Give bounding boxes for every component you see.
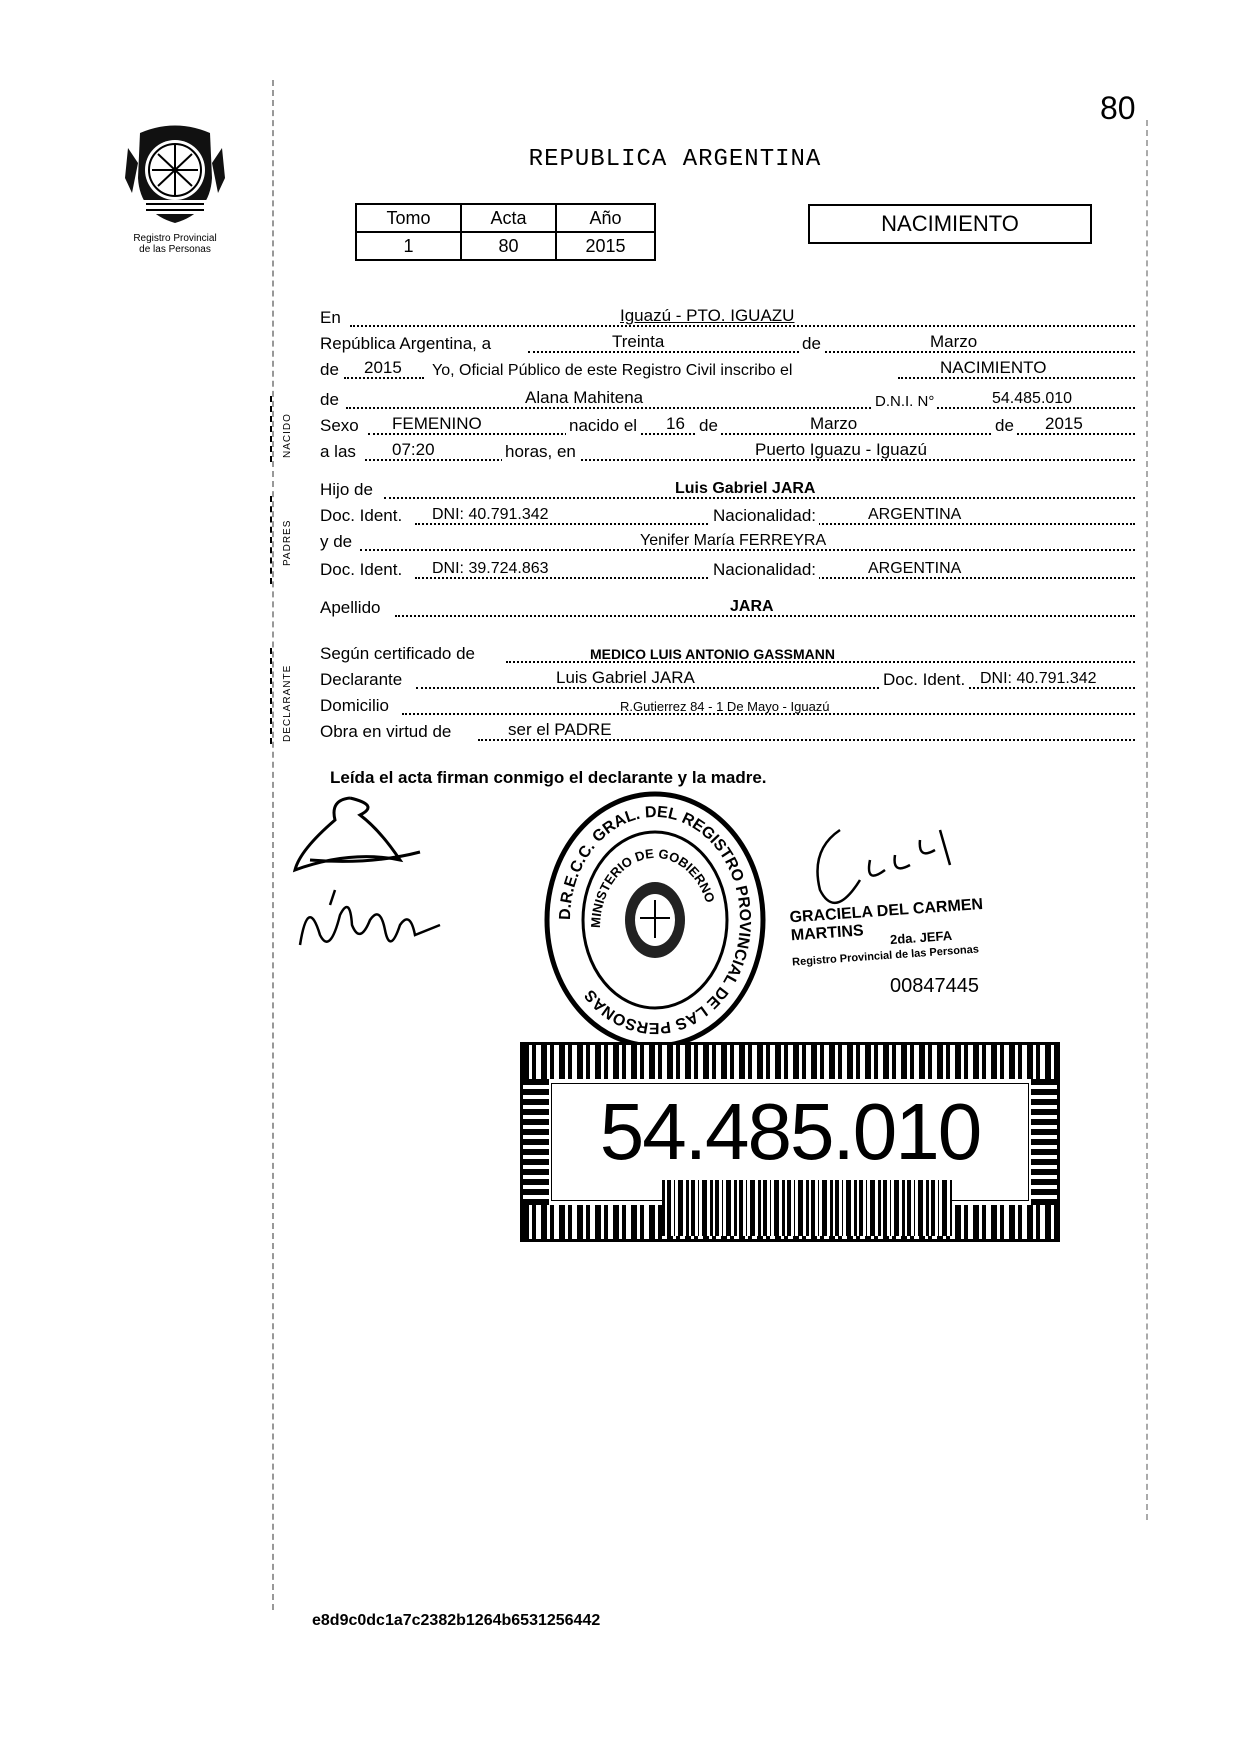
record-table-header: Tomo <box>356 204 461 232</box>
row-apellido <box>320 594 1135 620</box>
label-nacionalidad: Nacionalidad: <box>710 506 819 526</box>
value-mother-nationality: ARGENTINA <box>868 560 962 577</box>
value-sexo: FEMENINO <box>392 414 482 433</box>
value-child-dni: 54.485.010 <box>992 390 1073 407</box>
label-sexo: Sexo <box>320 416 359 435</box>
official-stamp <box>790 850 1060 1000</box>
document-title: REPUBLICA ARGENTINA <box>528 146 822 173</box>
dotted-line <box>365 459 1135 461</box>
record-table-value-row <box>356 232 655 260</box>
value-day-written: Treinta <box>612 332 665 351</box>
label-nacido-el: nacido el <box>566 416 640 436</box>
value-address: R.Gutierrez 84 - 1 De Mayo - Iguazú <box>620 699 830 714</box>
row-y-de <box>320 528 1135 554</box>
label-de-name: de <box>320 390 339 409</box>
record-table <box>355 203 656 261</box>
coat-of-arms-icon <box>120 118 230 228</box>
value-month: Marzo <box>930 332 978 351</box>
sticker-dni-number: 54.485.010 <box>599 1087 981 1176</box>
label-inscribo: Yo, Oficial Público de este Registro Civil inscribo el <box>432 362 793 379</box>
row-certificado <box>320 640 1135 666</box>
value-birth-place: Puerto Iguazu - Iguazú <box>755 440 928 459</box>
label-dni: D.N.I. N° <box>872 393 937 410</box>
label-doc-ident: Doc. Ident. <box>320 506 403 525</box>
value-year: 2015 <box>364 358 402 377</box>
official-role: 2da. JEFA <box>889 927 953 948</box>
value-relationship: ser el PADRE <box>508 720 612 739</box>
section-label-declarante: DECLARANTE <box>282 664 293 742</box>
value-surname: JARA <box>730 598 774 615</box>
label-de-year: de <box>320 360 339 379</box>
record-table-cell: 1 <box>356 232 461 260</box>
row-nombre <box>320 386 1135 412</box>
record-table-header: Acta <box>461 204 556 232</box>
margin-mark-left <box>272 80 274 1610</box>
section-label-padres: PADRES <box>282 519 293 566</box>
logo-caption-line1: Registro Provincial <box>133 233 217 244</box>
label-declarante: Declarante <box>320 670 403 689</box>
section-divider <box>270 648 272 744</box>
row-mother-doc <box>320 556 1135 582</box>
value-child-name: Alana Mahitena <box>525 388 644 407</box>
label-segun-certificado: Según certificado de <box>320 644 475 663</box>
record-table-header: Año <box>556 204 655 232</box>
section-divider <box>270 496 272 584</box>
value-father-name: Luis Gabriel JARA <box>675 480 816 497</box>
registry-logo <box>115 118 235 255</box>
label-horas-en: horas, en <box>502 442 579 462</box>
value-inscribo: NACIMIENTO <box>940 358 1047 377</box>
label-nacionalidad: Nacionalidad: <box>710 560 819 580</box>
value-birth-year: 2015 <box>1045 414 1083 433</box>
reading-statement: Leída el acta firman conmigo el declarante y la madre. <box>330 768 767 787</box>
row-hora <box>320 438 1135 464</box>
value-mother-doc: DNI: 39.724.863 <box>432 560 549 577</box>
label-obra-en-virtud: Obra en virtud de <box>320 722 452 741</box>
value-certificate: MEDICO LUIS ANTONIO GASSMANN <box>590 646 836 662</box>
value-father-doc: DNI: 40.791.342 <box>432 506 549 523</box>
mother-signature <box>290 885 460 965</box>
section-divider <box>270 396 272 462</box>
value-mother-name: Yenifer María FERREYRA <box>640 532 827 549</box>
record-table-cell: 80 <box>461 232 556 260</box>
value-city: Iguazú - PTO. IGUAZU <box>620 306 795 325</box>
document-hash: e8d9c0dc1a7c2382b1264b6531256442 <box>312 1612 601 1629</box>
sticker-pattern-right <box>1031 1079 1057 1205</box>
row-domicilio <box>320 692 1135 718</box>
label-de: de <box>696 416 721 436</box>
row-hijo-de <box>320 476 1135 502</box>
declarant-signature <box>290 790 450 880</box>
value-declarant-name: Luis Gabriel JARA <box>556 668 695 687</box>
row-obra <box>320 718 1135 744</box>
seal-ring-text: D.R.E.C.C. GRAL. DEL REGISTRO PROVINCIAL DE LAS PERSONAS <box>556 803 754 1037</box>
value-birth-month: Marzo <box>810 414 858 433</box>
label-doc-ident: Doc. Ident. <box>880 670 968 690</box>
label-republica: República Argentina, a <box>320 334 492 353</box>
dotted-line <box>368 433 1135 435</box>
page-number: 80 <box>1100 90 1136 126</box>
section-label-nacido: NACIDO <box>282 413 293 458</box>
row-father-doc <box>320 502 1135 528</box>
label-doc-ident: Doc. Ident. <box>320 560 403 579</box>
label-hijo-de: Hijo de <box>320 480 373 499</box>
logo-caption-line2: de las Personas <box>139 244 211 255</box>
label-de: de <box>802 334 821 353</box>
value-declarant-doc: DNI: 40.791.342 <box>980 670 1097 687</box>
label-de: de <box>992 416 1017 436</box>
record-table-header-row <box>356 204 655 232</box>
value-birth-day: 16 <box>666 414 685 433</box>
sticker-pattern-top <box>523 1045 1057 1079</box>
seal-inner-text: MINISTERIO DE GOBIERNO <box>587 845 718 929</box>
value-birth-time: 07:20 <box>392 440 435 459</box>
label-en: En <box>320 308 341 327</box>
row-republica <box>320 330 1135 356</box>
sticker-pattern-left <box>523 1079 549 1205</box>
value-father-nationality: ARGENTINA <box>868 506 962 523</box>
row-en <box>320 304 1135 330</box>
record-type-box: NACIMIENTO <box>808 204 1092 244</box>
label-y-de: y de <box>320 532 353 551</box>
record-table-cell: 2015 <box>556 232 655 260</box>
label-apellido: Apellido <box>320 598 381 617</box>
label-domicilio: Domicilio <box>320 696 389 715</box>
sticker-barcode <box>662 1180 952 1236</box>
official-office: Registro Provincial de las Personas <box>791 943 980 969</box>
official-name: GRACIELA DEL CARMEN MARTINS <box>789 895 984 945</box>
official-seal <box>540 788 770 1053</box>
row-inscribo <box>320 356 1135 382</box>
margin-mark-right <box>1146 120 1148 1520</box>
official-number: 00847445 <box>890 975 979 997</box>
row-sexo <box>320 412 1135 438</box>
sticker-inner <box>551 1083 1029 1201</box>
row-declarante <box>320 666 1135 692</box>
label-a-las: a las <box>320 442 356 461</box>
dni-sticker <box>520 1042 1060 1242</box>
